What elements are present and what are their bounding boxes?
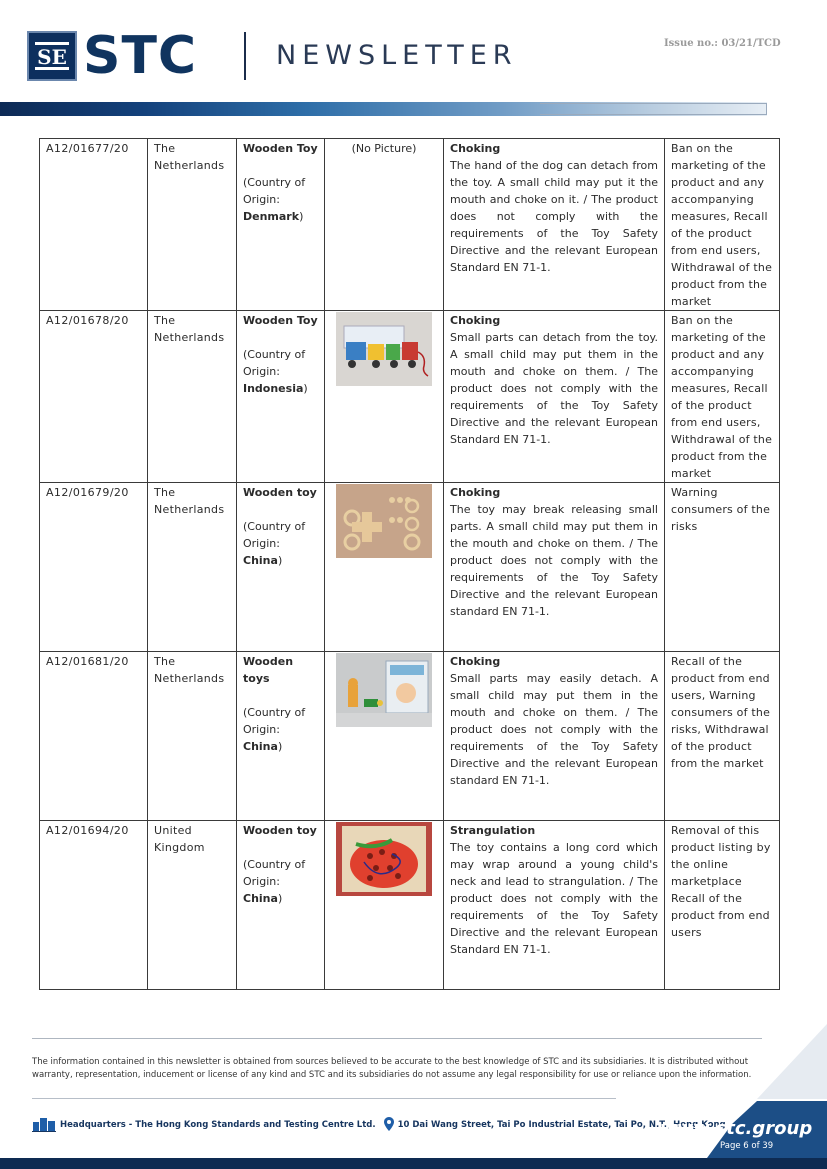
product-cell <box>237 652 325 821</box>
risk-type: Choking <box>450 486 501 499</box>
notifying-country: The Netherlands <box>148 652 237 821</box>
table-row <box>40 139 780 311</box>
origin-label: (Country of Origin: Indonesia) <box>243 348 308 395</box>
measures-taken: Recall of the product from end users, Warning consumers of the risks, Withdrawal of the product from the market <box>665 652 780 821</box>
product-photo <box>336 653 432 727</box>
header-bar-outline <box>540 103 767 115</box>
product-photo <box>336 822 432 896</box>
origin-label: (Country of Origin: China) <box>243 706 306 753</box>
stc-logo-mark-icon <box>27 31 77 81</box>
product-name: Wooden toy <box>243 824 317 837</box>
stc-logo <box>27 26 215 86</box>
table-row <box>40 652 780 821</box>
risk-cell <box>444 311 665 483</box>
product-picture-cell <box>325 311 444 483</box>
product-name: Wooden Toy <box>243 142 318 155</box>
risk-type: Choking <box>450 142 501 155</box>
measures-taken: Warning consumers of the risks <box>665 483 780 652</box>
table-row <box>40 311 780 483</box>
risk-description: Small parts may easily detach. A small child may put them in the mouth and choke on them. / The product does not comply with the requirements of the Toy Safety Directive and the relevant European standard EN 71-1. <box>450 672 658 787</box>
origin-country: China <box>243 892 278 905</box>
page-number: Page 6 of 39 <box>720 1141 774 1151</box>
page-header <box>0 0 827 120</box>
measures-taken: Ban on the marketing of the product and any accompanying measures, Recall of the product from end users, Withdrawal of the product from the market <box>665 311 780 483</box>
recall-table <box>39 138 780 990</box>
product-cell <box>237 483 325 652</box>
risk-description: The hand of the dog can detach from the toy. A small child may put it the mouth and choke on it. / The product does not comply with the requirements of the Toy Safety Directive and the relevant European Standard EN 71-1. <box>450 159 658 274</box>
notification-number: A12/01694/20 <box>40 821 148 990</box>
origin-country: China <box>243 740 278 753</box>
risk-description: The toy may break releasing small parts. A small child may put them in the mouth and choke on them. / The product does not comply with the requirements of the Toy Safety Directive and the relevant European standard EN 71-1. <box>450 503 658 618</box>
notifying-country: The Netherlands <box>148 139 237 311</box>
product-photo <box>336 312 432 386</box>
footer-divider-2 <box>32 1098 616 1099</box>
risk-description: Small parts can detach from the toy. A small child may put them in the mouth and choke on them. / The product does not comply with the requirements of the Toy Safety Directive and the relevant European Standard EN 71-1. <box>450 331 658 446</box>
header-divider <box>244 32 246 80</box>
origin-country: Indonesia <box>243 382 304 395</box>
disclaimer-text: The information contained in this newsletter is obtained from sources believed to be accurate to the best knowledge of STC and its subsidiaries. It is distributed without warranty, representation, inducement or license of any kind and STC and its subsidiaries do not assume any legal responsibility for use or reliance upon the information. <box>32 1057 752 1080</box>
risk-type: Strangulation <box>450 824 536 837</box>
product-picture-cell <box>325 483 444 652</box>
notifying-country: The Netherlands <box>148 483 237 652</box>
product-name: Wooden toy <box>243 486 317 499</box>
notification-number: A12/01681/20 <box>40 652 148 821</box>
notification-number: A12/01679/20 <box>40 483 148 652</box>
product-picture-cell <box>325 139 444 311</box>
notifying-country: The Netherlands <box>148 311 237 483</box>
risk-description: The toy contains a long cord which may wrap around a young child's neck and lead to strangulation. / The product does not comply with the requirements of the Toy Safety Directive and the relevant European Standard EN 71-1. <box>450 841 658 956</box>
logo-wordmark: STC <box>83 26 198 86</box>
location-pin-icon <box>384 1117 394 1134</box>
product-photo <box>336 484 432 558</box>
origin-label: (Country of Origin: China) <box>243 858 306 905</box>
measures-taken: Ban on the marketing of the product and any accompanying measures, Recall of the product from end users, Withdrawal of the product from the market <box>665 139 780 311</box>
footer-bar <box>0 1158 827 1169</box>
risk-cell <box>444 821 665 990</box>
notification-number: A12/01677/20 <box>40 139 148 311</box>
no-picture-label: (No Picture) <box>351 142 417 155</box>
origin-country: Denmark <box>243 210 300 223</box>
newsletter-title: NEWSLETTER <box>276 40 518 71</box>
measures-taken: Removal of this product listing by the online marketplace Recall of the product from end users <box>665 821 780 990</box>
product-cell <box>237 139 325 311</box>
product-cell <box>237 311 325 483</box>
origin-label: (Country of Origin: China) <box>243 520 306 567</box>
footer-divider <box>32 1038 762 1039</box>
product-name: Wooden Toy <box>243 314 318 327</box>
risk-cell <box>444 483 665 652</box>
building-icon <box>32 1116 56 1135</box>
website-link[interactable]: www.stc.group <box>660 1118 813 1139</box>
risk-cell <box>444 652 665 821</box>
svg-text:SE: SE <box>37 45 67 69</box>
origin-country: China <box>243 554 278 567</box>
notification-number: A12/01678/20 <box>40 311 148 483</box>
risk-type: Choking <box>450 655 501 668</box>
issue-number: Issue no.: 03/21/TCD <box>664 38 781 49</box>
headquarters-address: 10 Dai Wang Street, Tai Po Industrial Estate, Tai Po, N.T., Hong Kong <box>397 1120 726 1130</box>
notifying-country: United Kingdom <box>148 821 237 990</box>
table-row <box>40 821 780 990</box>
headquarters-line <box>32 1116 726 1134</box>
headquarters-label: Headquarters - The Hong Kong Standards and Testing Centre Ltd. <box>60 1120 376 1130</box>
product-cell <box>237 821 325 990</box>
risk-cell <box>444 139 665 311</box>
product-picture-cell <box>325 652 444 821</box>
origin-label: (Country of Origin: Denmark) <box>243 176 306 223</box>
product-picture-cell <box>325 821 444 990</box>
table-row <box>40 483 780 652</box>
product-name: Wooden toys <box>243 655 294 685</box>
risk-type: Choking <box>450 314 501 327</box>
